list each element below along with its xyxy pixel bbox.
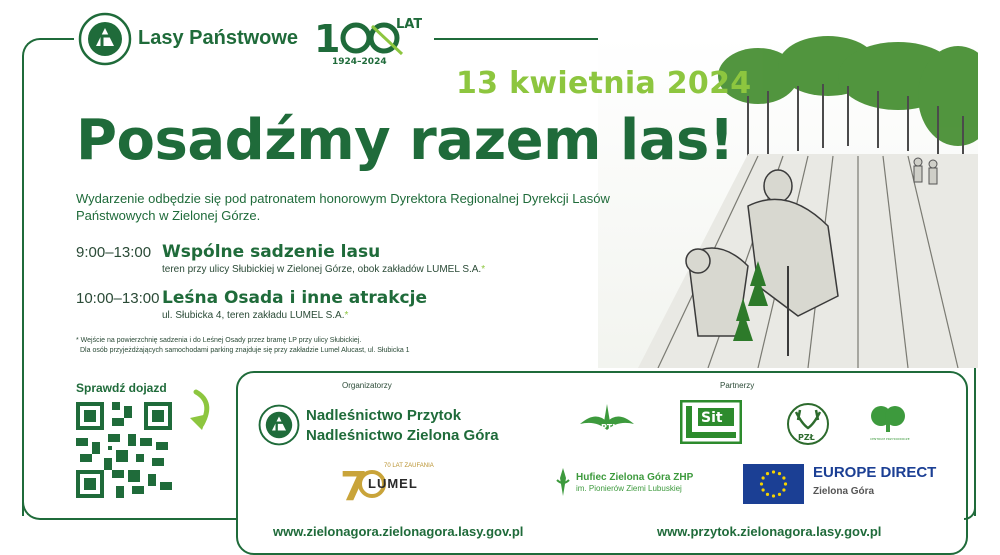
partners-label: Partnerzy [720,381,755,390]
pzl-text: PZŁ [798,433,815,442]
hufiec-name: Hufiec Zielona Góra ZHP [576,472,694,483]
event-date: 13 kwietnia 2024 [456,66,752,101]
anniversary-100-lat-logo [312,10,422,66]
organizer-przytok: Nadleśnictwo Przytok [306,407,462,424]
hufiec-subtitle: im. Pionierów Ziemi Lubuskiej [576,484,682,493]
brand-name: Lasy Państwowe [138,27,299,49]
schedule-name-2: Leśna Osada i inne atrakcje [162,288,427,308]
eu-stars-icon [743,464,804,504]
schedule-time-1: 9:00–13:00 [76,244,152,261]
anniversary-lat: LAT [396,17,422,32]
zhp-lily-icon [556,466,570,500]
event-intro: Wydarzenie odbędzie się pod patronatem honorowym Dyrektora Regionalnej Dyrekcji Lasów Państwowych w Zielonej Górze. [76,191,610,223]
organizers-label: Organizatorzy [342,381,392,390]
footnote [76,336,410,356]
pzl-logo [786,402,830,446]
curved-arrow-icon [176,388,216,438]
organizer-zielona-gora: Nadleśnictwo Zielona Góra [306,427,499,444]
hufiec-zhp-logo [576,472,693,494]
footnote-line-2: Dla osób przyjeżdżających samochodami parking znajduje się przy zakładzie Lumel Alucast, ul. Słubicka 1 [80,347,410,354]
schedule-time-2: 10:00–13:00 [76,290,160,307]
svg-text:1: 1 [314,17,341,61]
anniversary-years: 1924–2024 [332,57,387,66]
schedule-place-2: ul. Słubicka 4, teren zakładu LUMEL S.A.* [162,310,349,321]
directions-label: Sprawdź dojazd [76,381,167,395]
lasy-panstwowe-logo [258,404,300,446]
europe-direct-title: EUROPE DIRECT [813,464,937,481]
sit-logo [680,400,742,444]
ptl-text: PTL [601,423,618,432]
url-przytok[interactable]: www.przytok.zielonagora.lasy.gov.pl [657,524,882,539]
directions-qr-code[interactable] [76,402,172,498]
sit-text: Sit [701,410,723,426]
lumel-badge: 70 LAT ZAUFANIA [384,463,434,469]
svg-text:7: 7 [340,464,368,504]
lumel-wordmark: LUMEL [368,476,418,491]
schedule-place-1: teren przy ulicy Słubickiej w Zielonej Górze, obok zakładów LUMEL S.A.* [162,264,486,275]
centrum-text: CENTRUM PRZYRODNICZE [870,437,910,441]
organizer-names [306,406,499,446]
frame-left [22,96,24,516]
eu-flag [743,464,804,504]
asterisk-marker: * [481,264,486,275]
centrum-przyrodnicze-logo [864,400,912,446]
event-title: Posadźmy razem las! [76,108,734,173]
asterisk-marker: * [344,310,349,321]
frame-bottom-left [22,498,238,520]
europe-direct-city: Zielona Góra [813,486,875,497]
schedule-name-1: Wspólne sadzenie lasu [162,242,381,262]
url-zielona-gora[interactable]: www.zielonagora.zielonagora.lasy.gov.pl [273,524,524,539]
ptl-logo [576,400,638,446]
footnote-line-1: * Wejście na powierzchnię sadzenia i do Leśnej Osady przez bramę LP przy ulicy Słubickiej. [76,337,362,344]
frame-top-left [22,38,74,100]
lasy-panstwowe-logo [78,12,132,66]
